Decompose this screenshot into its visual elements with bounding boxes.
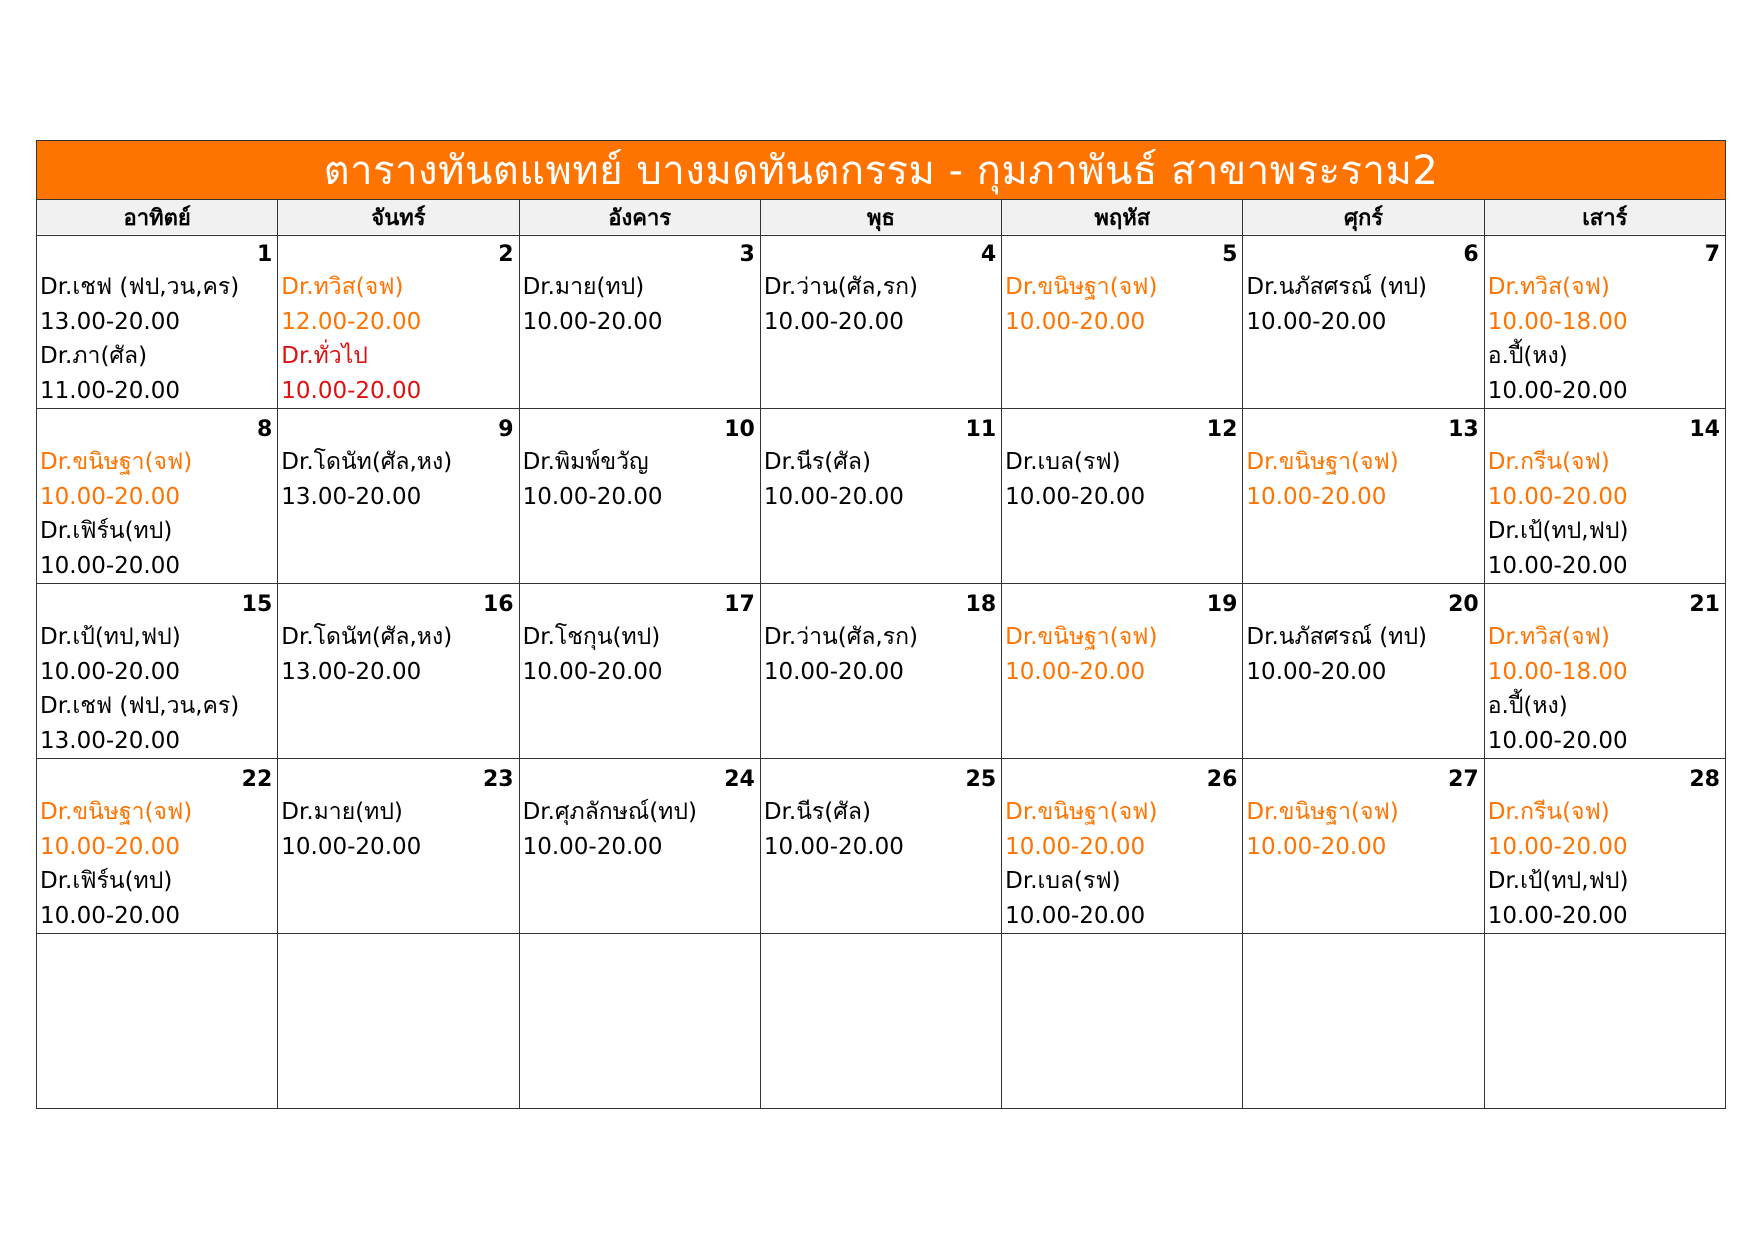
day-cell	[37, 934, 278, 1109]
day-number: 8	[256, 417, 273, 442]
day-number: 10	[724, 417, 755, 442]
day-number	[523, 940, 757, 970]
schedule-entry: Dr.โดนัท(ศัล,หง)	[281, 449, 453, 475]
day-number: 1	[256, 242, 273, 267]
schedule-entry: 10.00-20.00	[763, 483, 904, 510]
schedule-entry: Dr.นีร(ศัล)	[763, 449, 871, 475]
schedule-entry: 10.00-20.00	[522, 658, 663, 685]
day-number: 12	[1206, 417, 1238, 442]
schedule-entry: 10.00-20.00	[763, 308, 904, 335]
schedule-entry: 10.00-20.00	[1005, 658, 1146, 685]
schedule-entry: 10.00-20.00	[40, 833, 180, 860]
day-cell	[1002, 759, 1243, 934]
schedule-entry: 10.00-20.00	[40, 658, 180, 685]
day-cell	[1243, 409, 1484, 584]
schedule-entry: Dr.มาย(ทป)	[281, 799, 403, 825]
day-number	[1246, 940, 1480, 970]
schedule-entry: Dr.เป้(ทป,ฟป)	[40, 624, 181, 650]
day-cell	[761, 759, 1002, 934]
schedule-entry: 10.00-20.00	[40, 483, 180, 510]
schedule-entry: 10.00-20.00	[763, 658, 904, 685]
schedule-entry: 12.00-20.00	[281, 308, 422, 335]
day-cell	[1002, 409, 1243, 584]
day-number	[1005, 940, 1239, 970]
day-cell	[37, 234, 278, 409]
schedule-entry: 13.00-20.00	[40, 727, 180, 754]
schedule-entry: 10.00-20.00	[763, 833, 904, 860]
schedule-entry: Dr.ทั่วไป	[281, 343, 368, 369]
schedule-entry: 13.00-20.00	[281, 483, 422, 510]
schedule-entry: Dr.ขนิษฐา(จฟ)	[1005, 799, 1158, 825]
weekday-header: ศุกร์	[1243, 200, 1484, 236]
day-cell	[1002, 234, 1243, 409]
day-number: 17	[724, 592, 755, 617]
day-number: 14	[1689, 417, 1720, 442]
schedule-entry: 10.00-20.00	[281, 377, 422, 404]
weekday-header: จันทร์	[278, 200, 519, 236]
schedule-entry: 10.00-20.00	[1246, 833, 1387, 860]
day-number: 18	[965, 592, 997, 617]
schedule-entry: Dr.เฟิร์น(ทป)	[40, 518, 173, 544]
schedule-entry: 10.00-20.00	[1246, 483, 1387, 510]
schedule-entry: Dr.พิมพ์ขวัญ	[522, 449, 649, 475]
day-number	[281, 940, 515, 970]
schedule-entry: Dr.เบล(รฟ)	[1005, 449, 1121, 475]
schedule-entry: Dr.เชฟ (ฟป,วน,คร)	[40, 274, 240, 300]
day-number	[764, 940, 998, 970]
schedule-entry: 10.00-20.00	[1005, 902, 1146, 929]
schedule-entry: 10.00-20.00	[1487, 833, 1628, 860]
schedule-entry: 10.00-18.00	[1487, 658, 1628, 685]
schedule-entry: Dr.ขนิษฐา(จฟ)	[40, 799, 193, 825]
day-cell	[761, 409, 1002, 584]
day-number: 4	[980, 242, 997, 267]
schedule-entry: 10.00-20.00	[1246, 658, 1387, 685]
schedule-entry: 11.00-20.00	[40, 377, 180, 404]
weekday-header: อังคาร	[520, 200, 761, 236]
day-number: 15	[241, 592, 273, 617]
schedule-entry: 10.00-20.00	[1005, 308, 1146, 335]
schedule-entry: Dr.ทวิส(จฟ)	[281, 274, 404, 300]
day-cell	[1243, 934, 1484, 1109]
day-number: 6	[1463, 242, 1479, 267]
day-cell	[1243, 584, 1484, 759]
day-cell	[278, 759, 519, 934]
schedule-entry: Dr.ว่าน(ศัล,รก)	[763, 624, 918, 650]
schedule-entry: Dr.เป้(ทป,ฟป)	[1487, 518, 1629, 544]
schedule-entry: 10.00-20.00	[281, 833, 422, 860]
day-number	[1488, 940, 1722, 970]
schedule-entry: Dr.ศุภลักษณ์(ทป)	[522, 799, 697, 825]
schedule-entry: 10.00-20.00	[1487, 727, 1628, 754]
weekday-header: เสาร์	[1485, 200, 1726, 236]
day-number: 23	[482, 767, 514, 792]
schedule-entry: 10.00-20.00	[522, 483, 663, 510]
schedule-entry: 10.00-20.00	[40, 902, 180, 929]
day-cell	[1243, 759, 1484, 934]
day-cell	[761, 934, 1002, 1109]
day-cell	[761, 584, 1002, 759]
schedule-calendar	[36, 140, 1726, 1109]
schedule-entry: Dr.กรีน(จฟ)	[1487, 449, 1610, 475]
day-cell	[761, 234, 1002, 409]
day-number: 2	[498, 242, 514, 267]
day-number: 27	[1448, 767, 1479, 792]
schedule-entry: 13.00-20.00	[281, 658, 422, 685]
day-number: 19	[1206, 592, 1238, 617]
day-number: 25	[965, 767, 997, 792]
day-number: 16	[482, 592, 514, 617]
schedule-entry: Dr.มาย(ทป)	[522, 274, 645, 300]
day-cell	[1485, 934, 1726, 1109]
day-cell	[1485, 234, 1726, 409]
day-cell	[1002, 584, 1243, 759]
weekday-header: พุธ	[761, 200, 1002, 236]
schedule-entry: 10.00-20.00	[1246, 308, 1387, 335]
schedule-entry: Dr.ภา(ศัล)	[40, 343, 148, 369]
schedule-entry: Dr.โชกุน(ทป)	[522, 624, 661, 650]
schedule-entry: Dr.เชฟ (ฟป,วน,คร)	[40, 693, 240, 719]
day-number: 20	[1448, 592, 1479, 617]
schedule-entry: Dr.ทวิส(จฟ)	[1487, 274, 1610, 300]
schedule-entry: Dr.นภัสศรณ์ (ทป)	[1246, 274, 1428, 300]
schedule-entry: Dr.กรีน(จฟ)	[1487, 799, 1610, 825]
day-cell	[37, 584, 278, 759]
day-number: 21	[1689, 592, 1720, 617]
day-cell	[278, 234, 519, 409]
day-cell	[1485, 584, 1726, 759]
day-number: 7	[1704, 242, 1720, 267]
schedule-entry: Dr.เป้(ทป,ฟป)	[1487, 868, 1629, 894]
day-cell	[278, 409, 519, 584]
day-number: 24	[724, 767, 755, 792]
schedule-entry: Dr.ทวิส(จฟ)	[1487, 624, 1610, 650]
day-number: 13	[1448, 417, 1479, 442]
schedule-entry: 13.00-20.00	[40, 308, 180, 335]
schedule-entry: 10.00-20.00	[522, 308, 663, 335]
day-cell	[1243, 234, 1484, 409]
schedule-entry: 10.00-20.00	[522, 833, 663, 860]
schedule-entry: Dr.เฟิร์น(ทป)	[40, 868, 173, 894]
schedule-entry: Dr.โดนัท(ศัล,หง)	[281, 624, 453, 650]
schedule-entry: 10.00-18.00	[1487, 308, 1628, 335]
day-cell	[1002, 934, 1243, 1109]
schedule-entry: Dr.ขนิษฐา(จฟ)	[1005, 624, 1158, 650]
weekday-header: พฤหัส	[1002, 200, 1243, 236]
day-cell	[520, 759, 761, 934]
day-cell	[1485, 409, 1726, 584]
day-cell	[520, 584, 761, 759]
schedule-entry: 10.00-20.00	[1487, 483, 1628, 510]
day-cell	[37, 759, 278, 934]
schedule-entry: 10.00-20.00	[40, 552, 180, 579]
day-number: 26	[1206, 767, 1238, 792]
calendar-grid	[36, 234, 1726, 1109]
day-cell	[1485, 759, 1726, 934]
day-number	[40, 940, 274, 970]
schedule-entry: Dr.ขนิษฐา(จฟ)	[40, 449, 193, 475]
day-cell	[278, 584, 519, 759]
day-number: 5	[1222, 242, 1238, 267]
schedule-entry: Dr.ว่าน(ศัล,รก)	[763, 274, 918, 300]
page-title: ตารางทันตแพทย์ บางมดทันตกรรม - กุมภาพันธ์ สาขาพระราม2	[36, 140, 1726, 200]
schedule-entry: Dr.นีร(ศัล)	[763, 799, 871, 825]
day-number: 9	[498, 417, 514, 442]
day-number: 28	[1689, 767, 1720, 792]
weekday-header-row	[36, 200, 1726, 234]
schedule-entry: Dr.ขนิษฐา(จฟ)	[1246, 449, 1399, 475]
schedule-entry: อ.ปี้(หง)	[1487, 693, 1568, 719]
schedule-entry: Dr.ขนิษฐา(จฟ)	[1005, 274, 1158, 300]
day-cell	[37, 409, 278, 584]
day-number: 11	[965, 417, 997, 442]
day-cell	[520, 934, 761, 1109]
day-number: 3	[739, 242, 755, 267]
schedule-entry: อ.ปี้(หง)	[1487, 343, 1568, 369]
schedule-entry: 10.00-20.00	[1487, 902, 1628, 929]
day-cell	[278, 934, 519, 1109]
day-cell	[520, 234, 761, 409]
schedule-entry: 10.00-20.00	[1005, 833, 1146, 860]
schedule-entry: Dr.ขนิษฐา(จฟ)	[1246, 799, 1399, 825]
schedule-entry: 10.00-20.00	[1487, 552, 1628, 579]
weekday-header: อาทิตย์	[37, 200, 278, 236]
day-cell	[520, 409, 761, 584]
schedule-entry: Dr.เบล(รฟ)	[1005, 868, 1121, 894]
schedule-entry: 10.00-20.00	[1005, 483, 1146, 510]
schedule-entry: 10.00-20.00	[1487, 377, 1628, 404]
day-number: 22	[241, 767, 273, 792]
schedule-entry: Dr.นภัสศรณ์ (ทป)	[1246, 624, 1428, 650]
